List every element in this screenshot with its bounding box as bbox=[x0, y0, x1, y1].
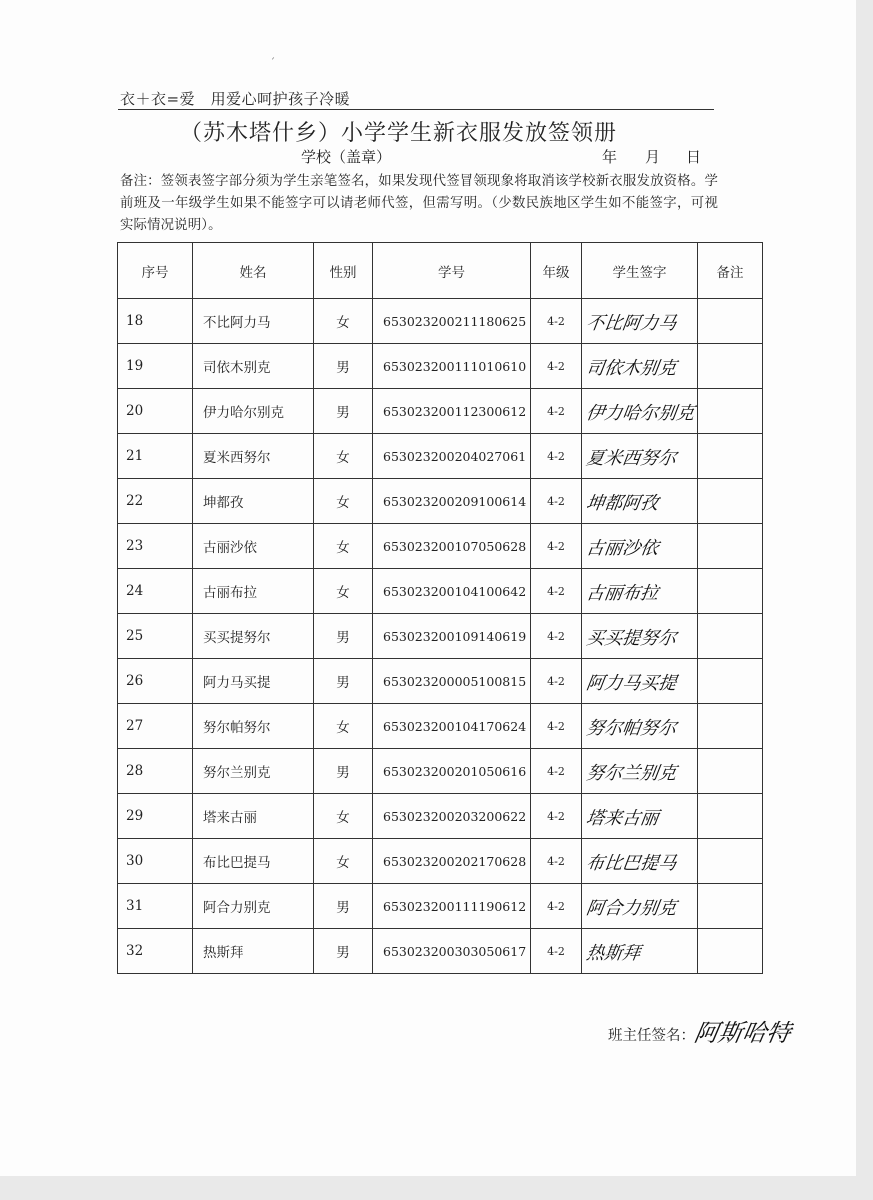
cell-student-id: 653023200303050617 bbox=[373, 929, 531, 974]
cell-remark bbox=[698, 479, 763, 524]
cell-remark bbox=[698, 614, 763, 659]
cell-sex: 女 bbox=[314, 569, 373, 614]
cell-name: 热斯拜 bbox=[193, 929, 314, 974]
cell-sex: 女 bbox=[314, 479, 373, 524]
date-day-label: 日 bbox=[686, 148, 702, 166]
table-row bbox=[118, 704, 763, 749]
cell-student-id: 653023200211180625 bbox=[373, 299, 531, 344]
cell-student-id: 653023200204027061 bbox=[373, 434, 531, 479]
cell-grade: 4-2 bbox=[531, 434, 582, 479]
date-month-label: 月 bbox=[645, 148, 661, 166]
cell-student-id: 653023200112300612 bbox=[373, 389, 531, 434]
col-header-remark: 备注 bbox=[698, 243, 763, 299]
table-row bbox=[118, 479, 763, 524]
cell-student-id: 653023200111190612 bbox=[373, 884, 531, 929]
table-row bbox=[118, 749, 763, 794]
table-row bbox=[118, 434, 763, 479]
roster-table bbox=[117, 242, 763, 974]
cell-name: 阿力马买提 bbox=[193, 659, 314, 704]
teacher-signature-label: 班主任签名： bbox=[608, 1028, 695, 1044]
header-rule bbox=[118, 109, 714, 110]
col-header-sex: 性别 bbox=[314, 243, 373, 299]
cell-seq: 27 bbox=[118, 704, 193, 749]
table-row bbox=[118, 344, 763, 389]
col-header-student-id: 学号 bbox=[373, 243, 531, 299]
cell-sex: 男 bbox=[314, 389, 373, 434]
cell-seq: 21 bbox=[118, 434, 193, 479]
cell-name: 不比阿力马 bbox=[193, 299, 314, 344]
table-row bbox=[118, 524, 763, 569]
cell-seq: 25 bbox=[118, 614, 193, 659]
cell-student-id: 653023200005100815 bbox=[373, 659, 531, 704]
cell-grade: 4-2 bbox=[531, 299, 582, 344]
cell-signature: 坤都阿孜 bbox=[578, 479, 700, 524]
cell-name: 古丽布拉 bbox=[193, 569, 314, 614]
page-title: （苏木塔什乡）小学学生新衣服发放签领册 bbox=[180, 121, 618, 146]
cell-sex: 女 bbox=[314, 704, 373, 749]
cell-remark bbox=[698, 884, 763, 929]
scan-edge-right bbox=[856, 0, 873, 1200]
col-header-name: 姓名 bbox=[193, 243, 314, 299]
cell-grade: 4-2 bbox=[531, 794, 582, 839]
cell-remark bbox=[698, 929, 763, 974]
slogan: 衣＋衣=爱 用爱心呵护孩子冷暖 bbox=[120, 90, 351, 108]
cell-remark bbox=[698, 389, 763, 434]
table-header-row bbox=[118, 243, 763, 299]
cell-signature: 阿力马买提 bbox=[578, 659, 700, 704]
cell-signature: 塔来古丽 bbox=[578, 794, 700, 839]
cell-grade: 4-2 bbox=[531, 524, 582, 569]
cell-grade: 4-2 bbox=[531, 659, 582, 704]
cell-name: 司依木别克 bbox=[193, 344, 314, 389]
cell-name: 努尔兰别克 bbox=[193, 749, 314, 794]
table-row bbox=[118, 794, 763, 839]
cell-sex: 男 bbox=[314, 614, 373, 659]
cell-seq: 29 bbox=[118, 794, 193, 839]
cell-sex: 女 bbox=[314, 794, 373, 839]
cell-remark bbox=[698, 659, 763, 704]
cell-grade: 4-2 bbox=[531, 704, 582, 749]
col-header-seq: 序号 bbox=[118, 243, 193, 299]
col-header-grade: 年级 bbox=[531, 243, 582, 299]
cell-student-id: 653023200104170624 bbox=[373, 704, 531, 749]
cell-student-id: 653023200203200622 bbox=[373, 794, 531, 839]
cell-name: 坤都孜 bbox=[193, 479, 314, 524]
cell-name: 买买提努尔 bbox=[193, 614, 314, 659]
cell-sex: 男 bbox=[314, 929, 373, 974]
table-row bbox=[118, 884, 763, 929]
cell-signature: 夏米西努尔 bbox=[578, 434, 700, 479]
cell-signature: 古丽沙依 bbox=[578, 524, 700, 569]
table-row bbox=[118, 389, 763, 434]
cell-sex: 男 bbox=[314, 659, 373, 704]
cell-grade: 4-2 bbox=[531, 614, 582, 659]
cell-seq: 31 bbox=[118, 884, 193, 929]
date-year-label: 年 bbox=[602, 148, 618, 166]
cell-remark bbox=[698, 434, 763, 479]
table-row bbox=[118, 614, 763, 659]
cell-student-id: 653023200107050628 bbox=[373, 524, 531, 569]
table-row bbox=[118, 659, 763, 704]
cell-student-id: 653023200104100642 bbox=[373, 569, 531, 614]
cell-grade: 4-2 bbox=[531, 389, 582, 434]
cell-remark bbox=[698, 749, 763, 794]
cell-seq: 26 bbox=[118, 659, 193, 704]
cell-seq: 24 bbox=[118, 569, 193, 614]
cell-signature: 布比巴提马 bbox=[578, 839, 700, 884]
cell-sex: 男 bbox=[314, 884, 373, 929]
cell-name: 伊力哈尔别克 bbox=[193, 389, 314, 434]
cell-remark bbox=[698, 794, 763, 839]
table-row bbox=[118, 839, 763, 884]
cell-name: 努尔帕努尔 bbox=[193, 704, 314, 749]
cell-seq: 19 bbox=[118, 344, 193, 389]
table-row bbox=[118, 929, 763, 974]
cell-signature: 司依木别克 bbox=[578, 344, 700, 389]
margin-mark: ˊ bbox=[270, 58, 275, 69]
cell-signature: 热斯拜 bbox=[578, 929, 700, 974]
cell-student-id: 653023200202170628 bbox=[373, 839, 531, 884]
cell-seq: 20 bbox=[118, 389, 193, 434]
cell-signature: 努尔兰别克 bbox=[578, 749, 700, 794]
cell-grade: 4-2 bbox=[531, 569, 582, 614]
cell-student-id: 653023200201050616 bbox=[373, 749, 531, 794]
cell-sex: 女 bbox=[314, 299, 373, 344]
cell-remark bbox=[698, 344, 763, 389]
table-row bbox=[118, 569, 763, 614]
cell-student-id: 653023200109140619 bbox=[373, 614, 531, 659]
cell-grade: 4-2 bbox=[531, 839, 582, 884]
col-header-signature: 学生签字 bbox=[582, 243, 698, 299]
cell-signature: 古丽布拉 bbox=[578, 569, 700, 614]
cell-seq: 28 bbox=[118, 749, 193, 794]
cell-signature: 买买提努尔 bbox=[578, 614, 700, 659]
cell-seq: 18 bbox=[118, 299, 193, 344]
cell-grade: 4-2 bbox=[531, 749, 582, 794]
cell-sex: 男 bbox=[314, 749, 373, 794]
remarks-note: 备注：签领表签字部分须为学生亲笔签名，如果发现代签冒领现象将取消该学校新衣服发放资格。学前班及一年级学生如果不能签字可以请老师代签，但需写明。（少数民族地区学生如不能签字，可视实际情况说明）。 bbox=[120, 174, 718, 233]
table-row bbox=[118, 299, 763, 344]
cell-remark bbox=[698, 704, 763, 749]
cell-student-id: 653023200111010610 bbox=[373, 344, 531, 389]
cell-grade: 4-2 bbox=[531, 479, 582, 524]
cell-seq: 30 bbox=[118, 839, 193, 884]
cell-name: 阿合力别克 bbox=[193, 884, 314, 929]
cell-grade: 4-2 bbox=[531, 929, 582, 974]
cell-signature: 伊力哈尔别克 bbox=[578, 389, 700, 434]
school-stamp-label: 学校（盖章） bbox=[301, 148, 392, 166]
cell-name: 布比巴提马 bbox=[193, 839, 314, 884]
cell-name: 塔来古丽 bbox=[193, 794, 314, 839]
cell-sex: 女 bbox=[314, 524, 373, 569]
table-body bbox=[118, 299, 763, 974]
cell-sex: 女 bbox=[314, 839, 373, 884]
scan-edge-bottom bbox=[0, 1176, 873, 1200]
cell-remark bbox=[698, 299, 763, 344]
cell-name: 古丽沙依 bbox=[193, 524, 314, 569]
cell-remark bbox=[698, 839, 763, 884]
cell-signature: 阿合力别克 bbox=[578, 884, 700, 929]
cell-name: 夏米西努尔 bbox=[193, 434, 314, 479]
cell-grade: 4-2 bbox=[531, 344, 582, 389]
cell-sex: 女 bbox=[314, 434, 373, 479]
cell-grade: 4-2 bbox=[531, 884, 582, 929]
teacher-signature: 阿斯哈特 bbox=[692, 1019, 794, 1047]
cell-sex: 男 bbox=[314, 344, 373, 389]
cell-seq: 22 bbox=[118, 479, 193, 524]
cell-signature: 不比阿力马 bbox=[578, 299, 700, 344]
cell-student-id: 653023200209100614 bbox=[373, 479, 531, 524]
cell-remark bbox=[698, 524, 763, 569]
cell-remark bbox=[698, 569, 763, 614]
cell-seq: 23 bbox=[118, 524, 193, 569]
cell-signature: 努尔帕努尔 bbox=[578, 704, 700, 749]
cell-seq: 32 bbox=[118, 929, 193, 974]
